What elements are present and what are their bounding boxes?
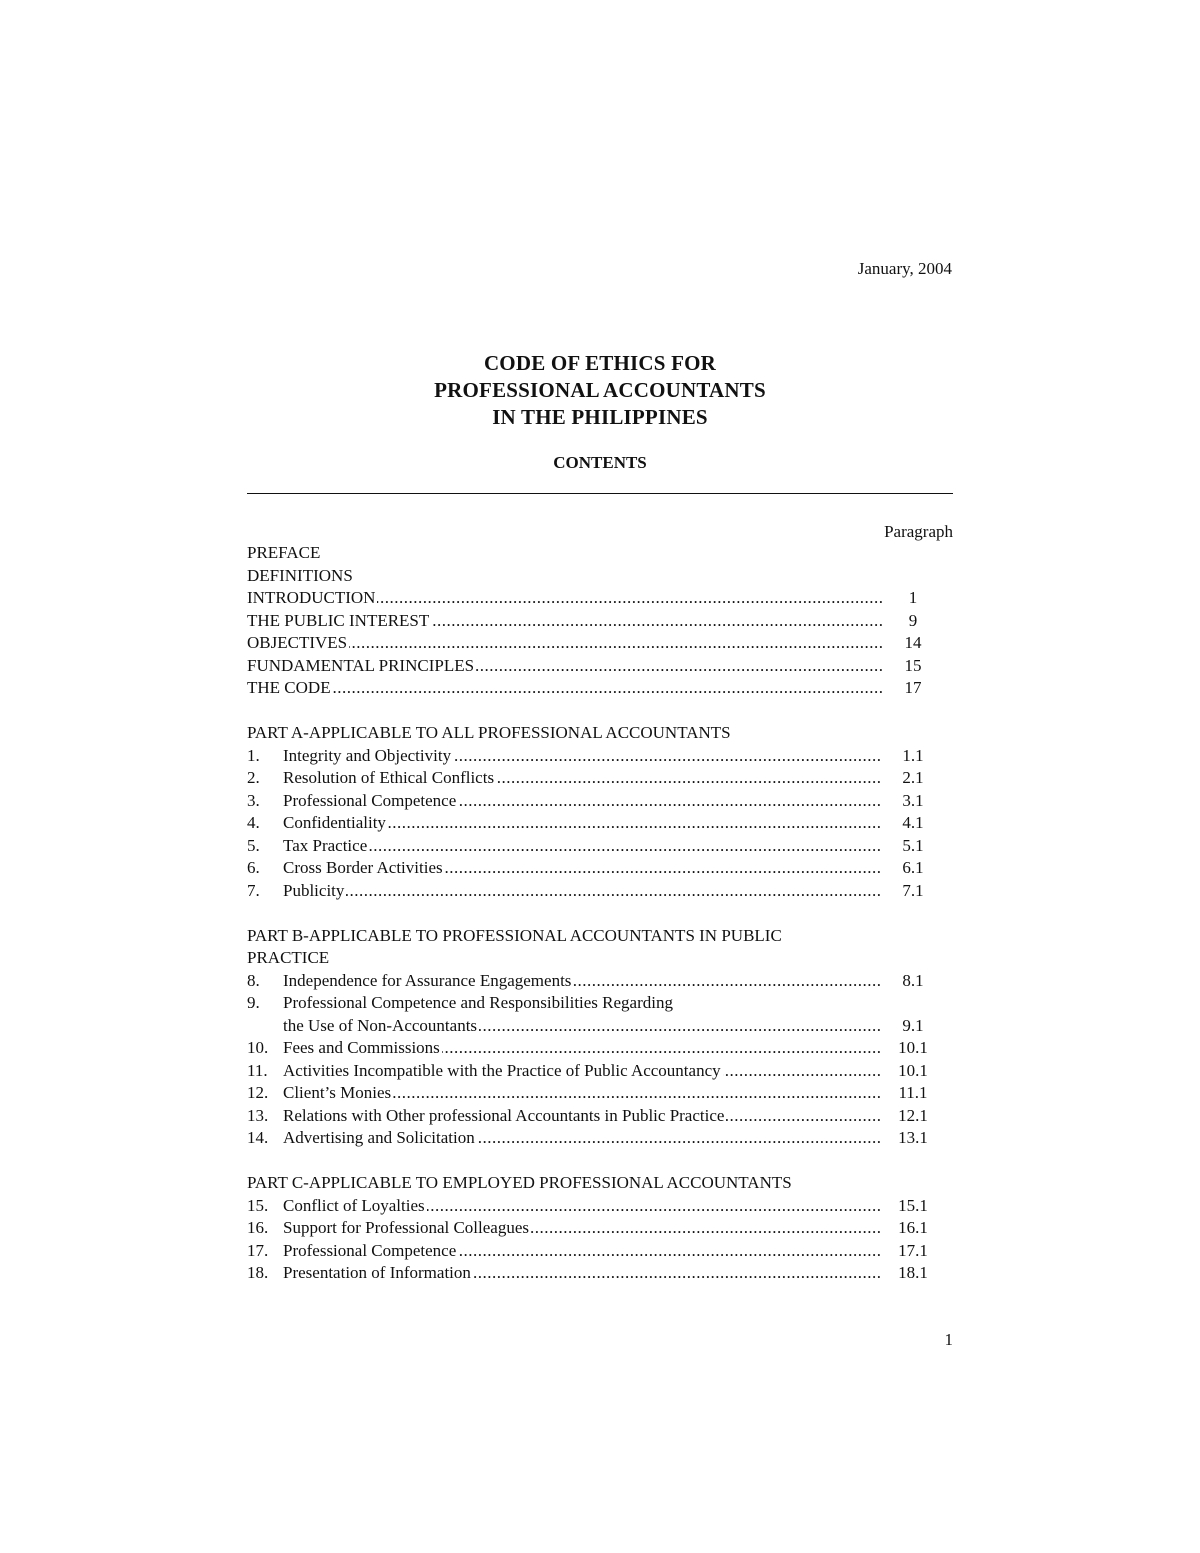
toc-entry-number: 15. bbox=[247, 1195, 269, 1215]
toc-entry[interactable] bbox=[247, 1195, 953, 1218]
toc-entry-the-code[interactable] bbox=[247, 677, 953, 700]
toc-entry-label: Activities Incompatible with the Practice of Public Accountancy bbox=[283, 1060, 721, 1080]
toc-entry-label: THE PUBLIC INTEREST bbox=[247, 610, 430, 630]
toc-entry-number: 14. bbox=[247, 1128, 269, 1147]
toc-entry-label: Confidentiality bbox=[283, 813, 386, 832]
toc-entry-continuation[interactable] bbox=[247, 1015, 953, 1038]
title-line-3: IN THE PHILIPPINES bbox=[492, 405, 708, 429]
toc-entry[interactable] bbox=[247, 1240, 953, 1263]
toc-entry-paragraph: 15 bbox=[904, 655, 922, 675]
toc-entry[interactable] bbox=[247, 835, 953, 858]
document-title bbox=[247, 350, 953, 431]
toc-entry-number: 6. bbox=[247, 858, 260, 877]
toc-entry-label: Support for Professional Colleagues bbox=[283, 1218, 529, 1237]
toc-entry-paragraph: 14 bbox=[904, 633, 922, 652]
toc-entry-number: 17. bbox=[247, 1240, 269, 1260]
toc-entry-paragraph: 12.1 bbox=[898, 1105, 928, 1125]
toc-entry[interactable] bbox=[247, 1262, 953, 1285]
toc-entry-label: Tax Practice bbox=[283, 835, 368, 855]
toc-entry-paragraph: 17 bbox=[904, 678, 922, 697]
toc-entry-label: Conflict of Loyalties bbox=[283, 1195, 425, 1215]
toc-entry-label: Resolution of Ethical Conflicts bbox=[283, 768, 495, 787]
part-b-heading-line-1: PART B-APPLICABLE TO PROFESSIONAL ACCOUNTANTS IN PUBLIC bbox=[247, 925, 782, 945]
toc-entry-number: 18. bbox=[247, 1263, 269, 1282]
toc-entry-number: 1. bbox=[247, 745, 260, 765]
toc-entry-paragraph: 7.1 bbox=[902, 880, 924, 900]
toc-entry-label: OBJECTIVES bbox=[247, 633, 348, 652]
page-number: 1 bbox=[944, 1330, 953, 1349]
toc-entry-paragraph: 9 bbox=[908, 610, 918, 630]
toc-entry[interactable] bbox=[247, 790, 953, 813]
toc-entry-label: Relations with Other professional Accountants in Public Practice bbox=[283, 1105, 725, 1125]
toc-entry-label: Fees and Commissions bbox=[283, 1038, 440, 1057]
toc-entry-paragraph: 2.1 bbox=[902, 768, 924, 787]
toc-entry-paragraph: 1 bbox=[908, 588, 918, 607]
toc-entry-label: Professional Competence and Responsibilities Regarding bbox=[283, 993, 673, 1012]
toc-entry-label: Professional Competence bbox=[283, 1240, 457, 1260]
toc-entry[interactable] bbox=[247, 812, 953, 835]
toc-entry-paragraph: 18.1 bbox=[898, 1263, 928, 1282]
title-line-2: PROFESSIONAL ACCOUNTANTS bbox=[434, 378, 766, 402]
toc-entry-number: 12. bbox=[247, 1083, 269, 1102]
toc-entry-label: Cross Border Activities bbox=[283, 858, 443, 877]
part-b-heading-line-2: PRACTICE bbox=[247, 948, 330, 967]
toc-entry-number: 3. bbox=[247, 790, 260, 810]
toc-entry-paragraph: 9.1 bbox=[902, 1015, 924, 1035]
toc-entry[interactable] bbox=[247, 880, 953, 903]
toc-entry[interactable] bbox=[247, 1217, 953, 1240]
toc-entry-label: Publicity bbox=[283, 880, 345, 900]
toc-entry-label: Professional Competence bbox=[283, 790, 457, 810]
toc-entry-paragraph: 15.1 bbox=[898, 1195, 928, 1215]
toc-entry[interactable] bbox=[247, 1082, 953, 1105]
toc-entry[interactable] bbox=[247, 745, 953, 768]
toc-entry-paragraph: 13.1 bbox=[898, 1128, 928, 1147]
paragraph-column-label: Paragraph bbox=[884, 522, 953, 541]
toc-entry-paragraph: 6.1 bbox=[902, 858, 924, 877]
toc-definitions: DEFINITIONS bbox=[247, 565, 353, 585]
toc-entry[interactable] bbox=[247, 1060, 953, 1083]
toc-entry-number: 8. bbox=[247, 970, 260, 990]
toc-entry-paragraph: 5.1 bbox=[902, 835, 924, 855]
toc-entry-number: 2. bbox=[247, 768, 260, 787]
toc-entry-paragraph: 17.1 bbox=[898, 1240, 928, 1260]
toc-entry[interactable] bbox=[247, 970, 953, 993]
toc-entry-number: 11. bbox=[247, 1060, 268, 1080]
toc-entry[interactable] bbox=[247, 767, 953, 790]
toc-entry-number: 16. bbox=[247, 1218, 269, 1237]
toc-entry-paragraph: 8.1 bbox=[902, 970, 924, 990]
toc-entry[interactable] bbox=[247, 1105, 953, 1128]
toc-entry-number: 9. bbox=[247, 993, 260, 1012]
toc-entry-label: Client’s Monies bbox=[283, 1083, 392, 1102]
part-a-heading: PART A-APPLICABLE TO ALL PROFESSIONAL ACCOUNTANTS bbox=[247, 723, 731, 742]
document-date: January, 2004 bbox=[857, 259, 952, 278]
toc-entry-label: Independence for Assurance Engagements bbox=[283, 970, 572, 990]
toc-entry-number: 10. bbox=[247, 1038, 269, 1057]
divider-rule bbox=[247, 493, 953, 494]
toc-entry-number: 13. bbox=[247, 1105, 269, 1125]
toc-entry-paragraph: 16.1 bbox=[898, 1218, 928, 1237]
toc-entry-paragraph: 4.1 bbox=[902, 813, 924, 832]
toc-entry-number: 5. bbox=[247, 835, 260, 855]
toc-entry[interactable] bbox=[247, 857, 953, 880]
part-c-heading: PART C-APPLICABLE TO EMPLOYED PROFESSIONAL ACCOUNTANTS bbox=[247, 1173, 792, 1192]
toc-preface: PREFACE bbox=[247, 543, 321, 562]
toc-entry[interactable] bbox=[247, 1037, 953, 1060]
toc-entry-label: FUNDAMENTAL PRINCIPLES bbox=[247, 655, 475, 675]
toc-entry-paragraph: 3.1 bbox=[902, 790, 924, 810]
toc-entry-paragraph: 1.1 bbox=[902, 745, 924, 765]
toc-entry-label: Presentation of Information bbox=[283, 1263, 471, 1282]
toc-entry-label: Integrity and Objectivity bbox=[283, 745, 452, 765]
toc-entry-paragraph: 10.1 bbox=[898, 1038, 928, 1057]
toc-entry-label: Advertising and Solicitation bbox=[283, 1128, 475, 1147]
toc-entry-fundamental-principles[interactable] bbox=[247, 655, 953, 678]
toc-entry-label: INTRODUCTION bbox=[247, 588, 376, 607]
toc-entry[interactable] bbox=[247, 1127, 953, 1150]
toc-entry-introduction[interactable] bbox=[247, 587, 953, 610]
toc-entry-paragraph: 10.1 bbox=[898, 1060, 928, 1080]
title-line-1: CODE OF ETHICS FOR bbox=[483, 351, 717, 375]
toc-entry-label: the Use of Non-Accountants bbox=[283, 1015, 478, 1035]
toc-entry-objectives[interactable] bbox=[247, 632, 953, 655]
toc-entry-number: 7. bbox=[247, 880, 260, 900]
toc-entry-multiline[interactable] bbox=[247, 992, 953, 1015]
table-of-contents bbox=[247, 542, 953, 1285]
toc-entry-public-interest[interactable] bbox=[247, 610, 953, 633]
toc-entry-label: THE CODE bbox=[247, 678, 331, 697]
toc-entry-number: 4. bbox=[247, 813, 260, 832]
toc-entry-paragraph: 11.1 bbox=[898, 1083, 928, 1102]
contents-heading: CONTENTS bbox=[553, 453, 647, 472]
